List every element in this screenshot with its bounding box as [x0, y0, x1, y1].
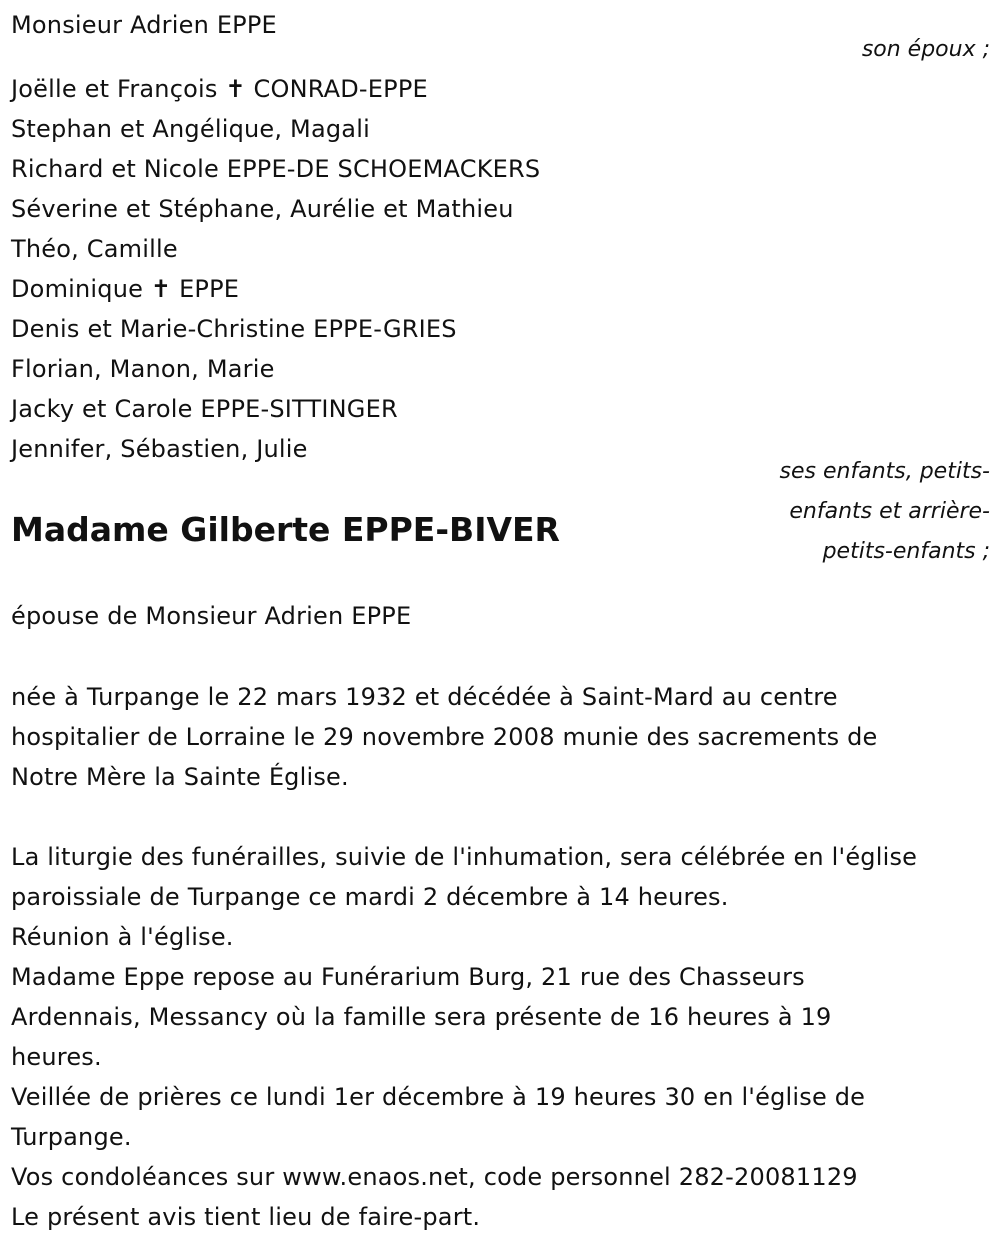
children-line: Théo, Camille: [11, 235, 178, 263]
paragraph-line: née à Turpange le 22 mars 1932 et décédée à Saint-Mard au centre: [11, 683, 838, 711]
children-line: Dominique ✝ EPPE: [11, 275, 240, 303]
paragraph-line: heures.: [11, 1043, 102, 1071]
paragraph-line: paroissiale de Turpange ce mardi 2 décembre à 14 heures.: [11, 883, 729, 911]
children-line: Joëlle et François ✝ CONRAD-EPPE: [11, 75, 428, 103]
paragraph-line: hospitalier de Lorraine le 29 novembre 2008 munie des sacrements de: [11, 723, 878, 751]
deceased-name: Madame Gilberte EPPE-BIVER: [11, 510, 560, 549]
children-line: Jacky et Carole EPPE-SITTINGER: [11, 395, 398, 423]
paragraph-line: Madame Eppe repose au Funérarium Burg, 21 rue des Chasseurs: [11, 963, 805, 991]
children-line: Séverine et Stéphane, Aurélie et Mathieu: [11, 195, 514, 223]
paragraph-line: Le présent avis tient lieu de faire-part.: [11, 1203, 481, 1231]
paragraph-line: Turpange.: [11, 1123, 132, 1151]
paragraph-line: Ardennais, Messancy où la famille sera présente de 16 heures à 19: [11, 1003, 832, 1031]
paragraph-line: La liturgie des funérailles, suivie de l'inhumation, sera célébrée en l'église: [11, 843, 918, 871]
paragraph-line: Notre Mère la Sainte Église.: [11, 763, 349, 791]
husband-relation: son époux ;: [861, 37, 990, 62]
children-line: Florian, Manon, Marie: [11, 355, 275, 383]
children-relation-line: enfants et arrière-: [789, 499, 990, 524]
paragraph-line: Réunion à l'église.: [11, 923, 234, 951]
husband-name: Monsieur Adrien EPPE: [11, 11, 277, 39]
spouse-line: épouse de Monsieur Adrien EPPE: [11, 602, 412, 630]
children-relation-line: ses enfants, petits-: [779, 459, 990, 484]
children-line: Stephan et Angélique, Magali: [11, 115, 370, 143]
children-relation-line: petits-enfants ;: [822, 539, 990, 564]
children-line: Jennifer, Sébastien, Julie: [11, 435, 308, 463]
children-line: Denis et Marie-Christine EPPE-GRIES: [11, 315, 457, 343]
paragraph-line: Veillée de prières ce lundi 1er décembre à 19 heures 30 en l'église de: [11, 1083, 866, 1111]
children-line: Richard et Nicole EPPE-DE SCHOEMACKERS: [11, 155, 541, 183]
paragraph-line: Vos condoléances sur www.enaos.net, code personnel 282-20081129: [11, 1163, 858, 1191]
